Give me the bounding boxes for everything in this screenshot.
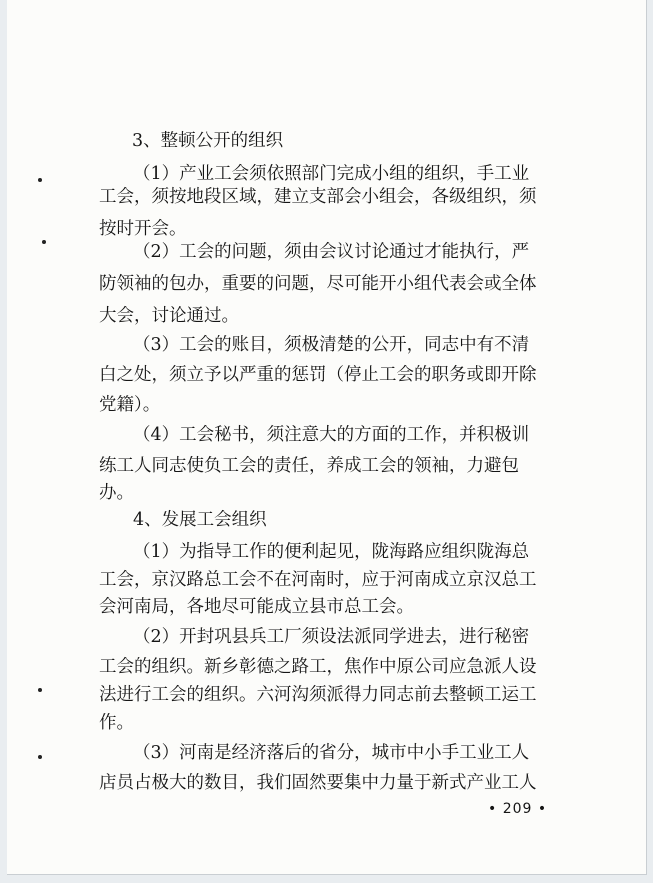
text-line: 工会的组织。新乡彰德之路工，焦作中原公司应急派人设 — [99, 657, 537, 677]
text-line: （3）河南是经济落后的省分，城市中小手工业工人 — [133, 743, 530, 763]
text-line: 白之处，须立予以严重的惩罚（停止工会的职务或即开除 — [99, 365, 537, 385]
text-line: （2）工会的问题，须由会议讨论通过才能执行，严 — [133, 242, 530, 262]
text-line: 办。 — [99, 483, 134, 503]
text-line: 按时开会。 — [99, 219, 187, 239]
text-line: 会河南局，各地尽可能成立县市总工会。 — [99, 597, 414, 617]
text-line: 防领袖的包办，重要的问题，尽可能开小组代表会或全体 — [99, 274, 537, 294]
page-number: • 209 • — [488, 801, 548, 817]
text-line: 作。 — [99, 713, 134, 733]
text-line: 工会，须按地段区域，建立支部会小组会，各级组织，须 — [99, 187, 537, 207]
text-line: （4）工会秘书，须注意大的方面的工作，并积极训 — [133, 425, 530, 445]
text-line: 4、发展工会组织 — [133, 510, 267, 530]
text-line: 大会，讨论通过。 — [99, 306, 239, 326]
text-line: （1）为指导工作的便利起见，陇海路应组织陇海总 — [133, 542, 530, 562]
text-line: 党籍）。 — [99, 395, 161, 415]
text-line: （2）开封巩县兵工厂须设法派同学进去，进行秘密 — [133, 627, 530, 647]
text-line: 3、整顿公开的组织 — [132, 131, 284, 151]
document-page — [7, 0, 647, 875]
text-line: 工会，京汉路总工会不在河南时，应于河南成立京汉总工 — [99, 570, 537, 590]
text-line: 法进行工会的组织。六河沟须派得力同志前去整顿工运工 — [99, 685, 537, 705]
text-line: （1）产业工会须依照部门完成小组的组织，手工业 — [133, 164, 530, 184]
text-line: （3）工会的账目，须极清楚的公开，同志中有不清 — [133, 335, 530, 355]
text-line: 练工人同志使负工会的责任，养成工会的领袖，力避包 — [99, 456, 519, 476]
text-line: 店员占极大的数目，我们固然要集中力量于新式产业工人 — [99, 773, 537, 793]
